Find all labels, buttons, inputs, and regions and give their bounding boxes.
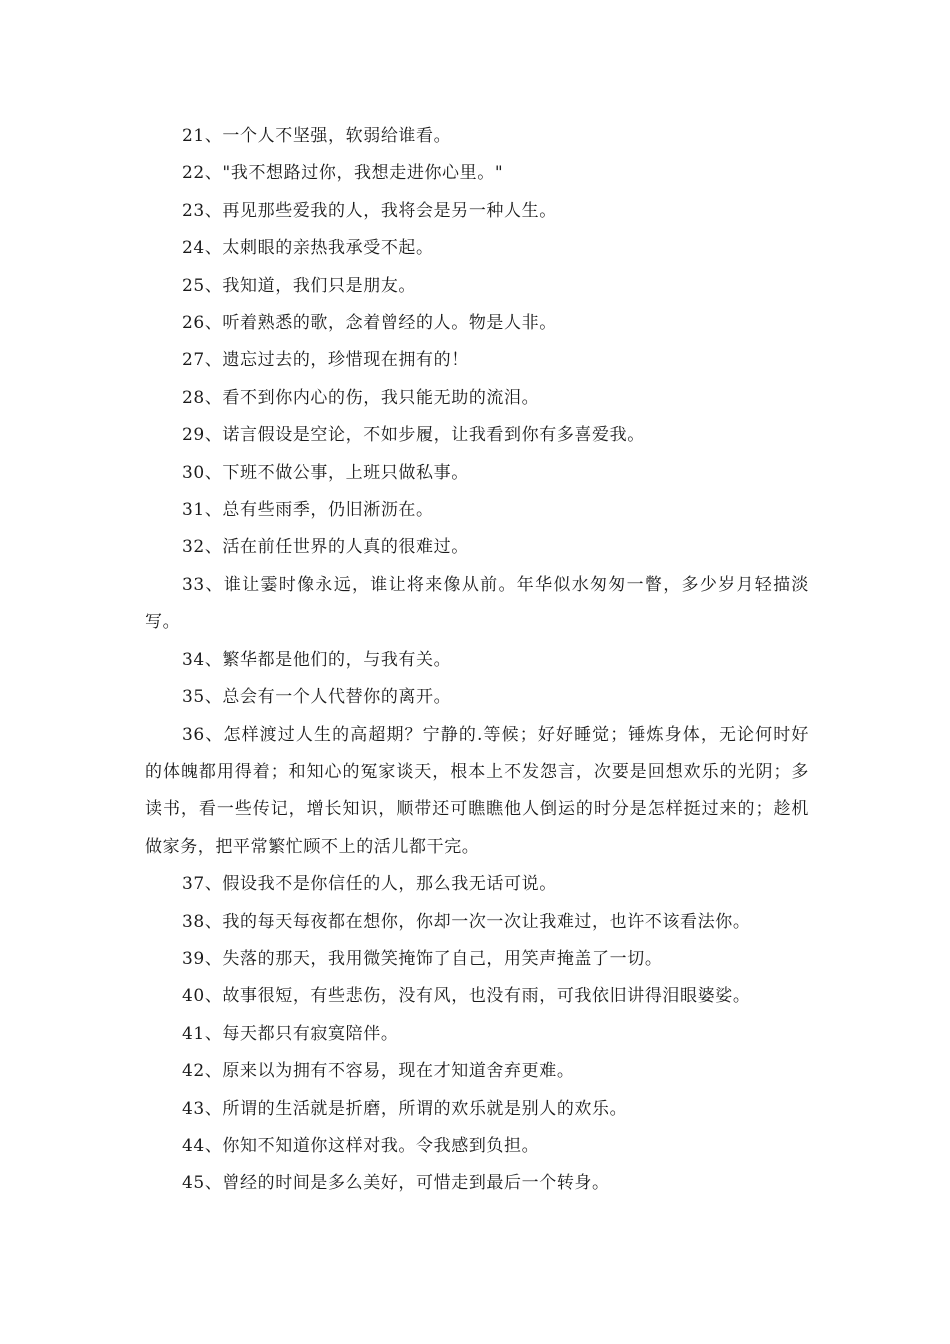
paragraph-23: 23、再见那些爱我的人，我将会是另一种人生。: [182, 200, 557, 221]
paragraph-38: 38、我的每天每夜都在想你，你却一次一次让我难过，也许不该看法你。: [182, 911, 751, 932]
paragraph-22: 22、"我不想路过你，我想走进你心里。": [182, 163, 504, 184]
paragraph-40: 40、故事很短，有些悲伤，没有风，也没有雨，可我依旧讲得泪眼婆娑。: [182, 986, 751, 1007]
paragraph-43: 43、所谓的生活就是折磨，所谓的欢乐就是别人的欢乐。: [182, 1098, 628, 1119]
paragraph-21: 21、一个人不坚强，软弱给谁看。: [182, 126, 452, 146]
paragraph-39: 39、失落的那天，我用微笑掩饰了自己，用笑声掩盖了一切。: [182, 948, 663, 969]
paragraph-28: 28、看不到你内心的伤，我只能无助的流泪。: [182, 387, 540, 408]
paragraph-32: 32、活在前任世界的人真的很难过。: [182, 537, 469, 558]
paragraph-36: 36、怎样渡过人生的高超期？宁静的.等候；好好睡觉；锤炼身体，无论何时好的体魄都用得着；和知心的冤家谈天，根本上不发怨言，次要是回想欢乐的光阴；多读书，看一些传记，增长知识，顺带还可瞧瞧他人倒运的时分是怎样挺过来的；趁机做家务，把平常繁忙顾不上的活儿都干完。: [145, 724, 809, 857]
paragraph-30: 30、下班不做公事，上班只做私事。: [182, 462, 469, 483]
paragraph-25: 25、我知道，我们只是朋友。: [182, 275, 417, 296]
paragraph-37: 37、假设我不是你信任的人，那么我无话可说。: [182, 874, 557, 895]
document-body: [145, 118, 809, 1203]
paragraph-26: 26、听着熟悉的歌，念着曾经的人。物是人非。: [182, 313, 557, 334]
paragraph-33: 33、谁让霎时像永远，谁让将来像从前。年华似水匆匆一瞥，多少岁月轻描淡写。: [145, 574, 809, 633]
paragraph-24: 24、太刺眼的亲热我承受不起。: [182, 238, 434, 259]
paragraph-44: 44、你知不知道你这样对我。令我感到负担。: [182, 1135, 540, 1156]
paragraph-45: 45、曾经的时间是多么美好，可惜走到最后一个转身。: [182, 1173, 610, 1194]
paragraph-41: 41、每天都只有寂寞陪伴。: [182, 1023, 399, 1044]
paragraph-42: 42、原来以为拥有不容易，现在才知道舍弃更难。: [182, 1061, 575, 1082]
paragraph-29: 29、诺言假设是空论，不如步履，让我看到你有多喜爱我。: [182, 425, 645, 446]
paragraph-35: 35、总会有一个人代替你的离开。: [182, 687, 452, 708]
paragraph-27: 27、遗忘过去的，珍惜现在拥有的！: [182, 350, 469, 371]
paragraph-34: 34、繁华都是他们的，与我有关。: [182, 649, 452, 670]
paragraph-31: 31、总有些雨季，仍旧淅沥在。: [182, 500, 434, 521]
